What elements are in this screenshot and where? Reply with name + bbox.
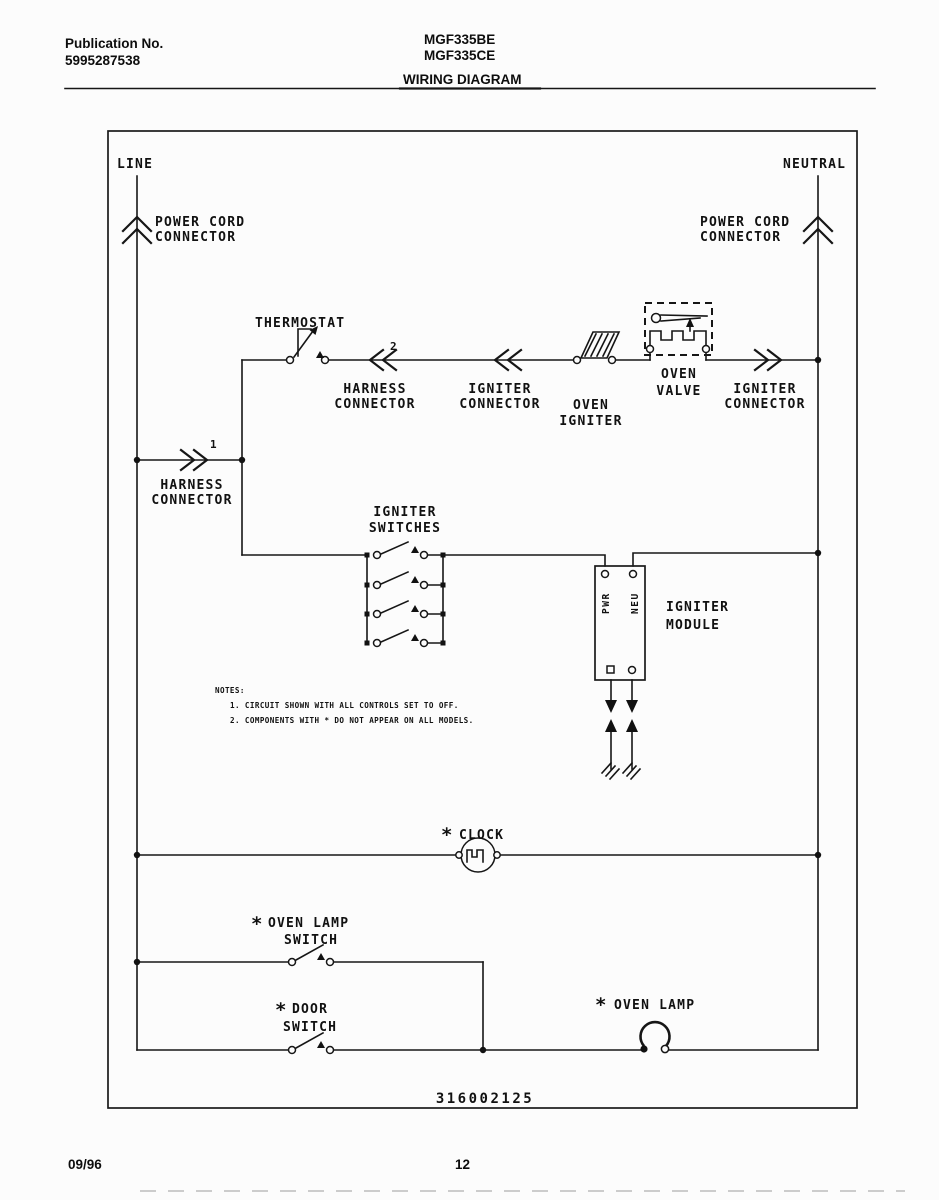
power-cord-connector-right-label-1: POWER CORD: [700, 215, 791, 230]
harness-connector-1-label-1: HARNESS: [160, 478, 224, 493]
oven-lamp-symbol: [640, 1022, 669, 1053]
door-switch-label-2: SWITCH: [283, 1020, 338, 1035]
power-cord-connector-right-label-2: CONNECTOR: [700, 230, 782, 245]
igniter-switch-4: [365, 630, 446, 647]
oven-igniter-label-1: OVEN: [572, 398, 610, 413]
clock-motor-symbol: [456, 838, 500, 872]
igniter-switches: [242, 505, 446, 647]
oven-lamp-switch-asterisk: *: [251, 913, 263, 935]
clock-circuit: [134, 824, 821, 872]
page-footer: [68, 1157, 905, 1191]
footer-date: 09/96: [68, 1157, 102, 1172]
line-label: LINE: [117, 157, 154, 172]
oven-valve-label-2: VALVE: [656, 384, 702, 399]
thermostat-label: THERMOSTAT: [255, 316, 346, 331]
oven-lamp-switch-symbol: [289, 945, 334, 966]
oven-lamp-asterisk: *: [595, 994, 607, 1016]
igniter-switch-3: [365, 601, 446, 618]
door-switch-symbol: [289, 1033, 334, 1054]
harness-connector-1-label-2: CONNECTOR: [151, 493, 233, 508]
clock-label: CLOCK: [459, 828, 505, 843]
harness-connector-1-number: 1: [210, 438, 217, 451]
page-title: WIRING DIAGRAM: [403, 72, 522, 87]
publication-label: Publication No.: [65, 36, 164, 51]
harness-connector-1: [134, 438, 245, 508]
power-cord-connector-left-label-2: CONNECTOR: [155, 230, 237, 245]
neutral-label: NEUTRAL: [783, 157, 847, 172]
notes-heading: NOTES:: [215, 686, 245, 695]
door-switch-label-1: DOOR: [292, 1002, 329, 1017]
igniter-module-label-1: IGNITER: [666, 600, 730, 615]
oven-lamp-switch-label-2: SWITCH: [284, 933, 339, 948]
door-switch-asterisk: *: [275, 999, 287, 1021]
oven-valve-symbol: [645, 303, 712, 360]
line-rail: [117, 157, 245, 1050]
igniter-module: [443, 550, 821, 779]
harness-connector-2-label-2: CONNECTOR: [334, 397, 416, 412]
harness-connector-2-number: 2: [390, 340, 397, 353]
oven-lamp-switch-label-1: OVEN LAMP: [268, 916, 350, 931]
door-switch-circuit: [137, 994, 818, 1054]
power-cord-connector-left-label-1: POWER CORD: [155, 215, 246, 230]
burner-circuit: [242, 303, 821, 555]
page-header: [65, 32, 875, 89]
clock-asterisk: *: [441, 824, 453, 846]
igniter-switch-2: [365, 572, 446, 589]
igniter-connector-left-label-2: CONNECTOR: [459, 397, 541, 412]
igniter-switches-label-1: IGNITER: [373, 505, 437, 520]
note-1: 1. CIRCUIT SHOWN WITH ALL CONTROLS SET TO OFF.: [230, 701, 459, 710]
notes-block: [215, 686, 474, 725]
igniter-module-label-2: MODULE: [666, 618, 721, 633]
igniter-switch-1: [365, 542, 446, 559]
oven-igniter-symbol: [574, 332, 620, 364]
model-number-1: MGF335BE: [424, 32, 496, 47]
model-number-2: MGF335CE: [424, 48, 496, 63]
oven-valve-label-1: OVEN: [660, 367, 698, 382]
thermostat-symbol: [287, 326, 329, 364]
igniter-connector-right-label-1: IGNITER: [733, 382, 797, 397]
footer-page-number: 12: [455, 1157, 471, 1172]
spark-electrode-arrows: [602, 680, 640, 779]
note-2: 2. COMPONENTS WITH * DO NOT APPEAR ON ALL MODELS.: [230, 716, 474, 725]
oven-igniter-label-2: IGNITER: [559, 414, 623, 429]
part-number: 316002125: [435, 1091, 535, 1107]
harness-connector-2-label-1: HARNESS: [343, 382, 407, 397]
publication-number: 5995287538: [65, 53, 141, 68]
igniter-switches-label-2: SWITCHES: [368, 521, 442, 536]
igniter-connector-right-label-2: CONNECTOR: [724, 397, 806, 412]
igniter-module-neu-terminal-label: NEU: [630, 592, 641, 614]
oven-lamp-label: OVEN LAMP: [614, 998, 696, 1013]
igniter-module-pwr-terminal-label: PWR: [601, 592, 612, 614]
igniter-connector-left-label-1: IGNITER: [468, 382, 532, 397]
